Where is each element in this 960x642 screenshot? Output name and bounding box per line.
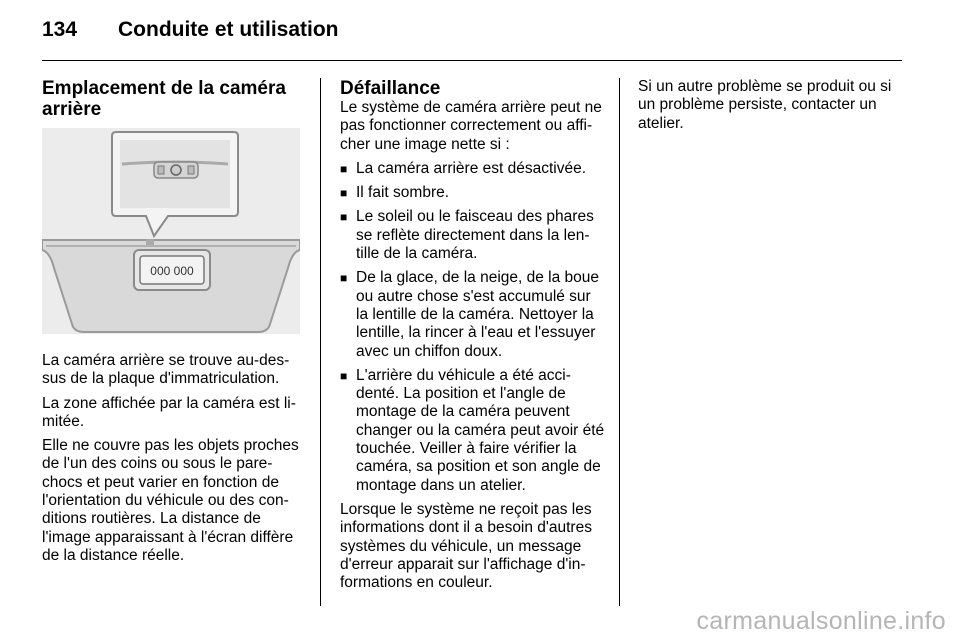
location-text — [42, 352, 304, 565]
section-heading-malfunction: Défaillance — [340, 78, 441, 99]
list-item: ■ Il fait sombre. — [340, 184, 450, 202]
paragraph: Le système de caméra arrière peut ne pas fonctionner correctement ou affi-cher une image nette si : — [340, 99, 602, 153]
bullet-icon: ■ — [340, 186, 348, 201]
bullet-icon: ■ — [340, 161, 348, 176]
section-heading-location: Emplacement de la caméra arrière — [42, 78, 286, 120]
license-plate-text: 000 000 — [150, 264, 194, 278]
header-divider — [42, 60, 902, 61]
bullet-icon: ■ — [340, 271, 348, 286]
camera-lens-icon — [171, 165, 181, 175]
paragraph: La caméra arrière se trouve au-des-sus de la plaque d'immatriculation. — [42, 352, 290, 388]
paragraph: Si un autre problème se produit ou si un problème persiste, contacter un atelier. — [638, 78, 892, 132]
column-divider — [320, 78, 321, 606]
page-title: Conduite et utilisation — [118, 18, 339, 41]
bullet-icon: ■ — [340, 368, 348, 383]
paragraph: La zone affichée par la caméra est li-mitée. — [42, 394, 296, 430]
column-other-problems — [638, 78, 908, 139]
column-camera-location — [42, 78, 304, 571]
column-divider — [619, 78, 620, 606]
list-item: ■ L'arrière du véhicule a été acci-denté. La position et l'angle de montage de la caméra peuvent changer ou la caméra peut avoir été touchée. Veiller à faire vérifier la caméra, sa position et son angle de montage dans un atelier. — [340, 366, 605, 494]
page-header — [42, 18, 339, 42]
list-item: ■ La caméra arrière est désactivée. — [340, 159, 587, 177]
watermark: carmanualsonline.info — [696, 607, 946, 635]
paragraph: Elle ne couvre pas les objets proches de l'un des coins ou sous le pare-chocs et peut varier en fonction de l'orientation du véhicule ou des con-ditions routières. La distance de l'image apparaissant à l'écran diffère de la distance réelle. — [42, 437, 299, 564]
page-number: 134 — [42, 18, 78, 41]
list-item: ■ Le soleil ou le faisceau des phares se reflète directement dans la len-tille de la caméra. — [340, 208, 594, 263]
list-item: ■ De la glace, de la neige, de la boue ou autre chose s'est accumulé sur la lentille de la caméra. Nettoyer la lentille, la rincer à l'eau et l'essuyer avec un chiffon doux. — [340, 269, 600, 360]
rear-camera-illustration — [42, 128, 300, 334]
column-malfunction — [340, 78, 606, 598]
malfunction-list — [340, 160, 606, 495]
paragraph: Lorsque le système ne reçoit pas les informations dont il a besoin d'autres systèmes du véhicule, un message d'erreur apparait sur l'affichage d'in-formations en couleur. — [340, 500, 592, 592]
bullet-icon: ■ — [340, 210, 348, 225]
